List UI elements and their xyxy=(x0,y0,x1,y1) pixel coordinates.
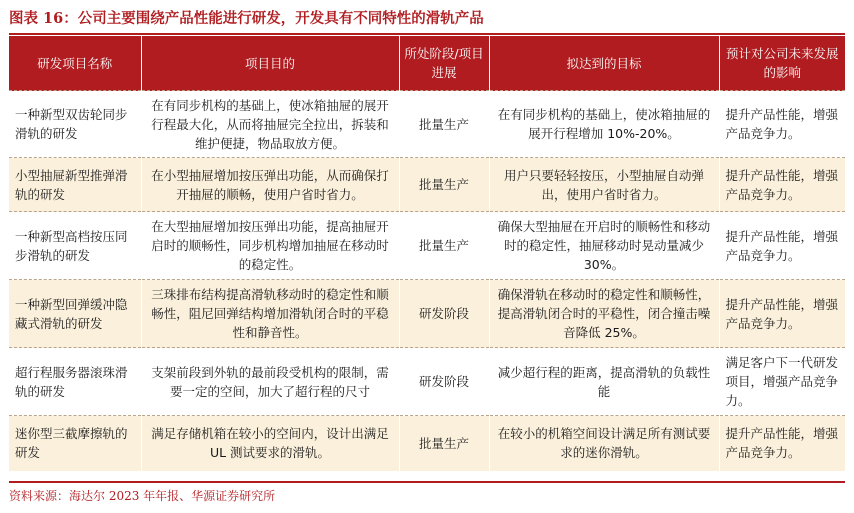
cell-impact: 提升产品性能，增强产品竞争力。 xyxy=(719,158,845,212)
table-row xyxy=(9,91,845,158)
cell-purpose: 满足存储机箱在较小的空间内，设计出满足 UL 测试要求的滑轨。 xyxy=(141,416,399,471)
cell-impact: 提升产品性能，增强产品竞争力。 xyxy=(719,91,845,158)
cell-stage: 批量生产 xyxy=(399,158,489,212)
cell-impact: 满足客户下一代研发项目，增强产品竞争力。 xyxy=(719,348,845,416)
table-row xyxy=(9,416,845,471)
cell-project-name: 小型抽屉新型推弹滑轨的研发 xyxy=(9,158,141,212)
cell-impact: 提升产品性能，增强产品竞争力。 xyxy=(719,416,845,471)
cell-project-name: 迷你型三截摩擦轨的研发 xyxy=(9,416,141,471)
cell-project-name: 一种新型高档按压同步滑轨的研发 xyxy=(9,212,141,280)
cell-impact: 提升产品性能，增强产品竞争力。 xyxy=(719,280,845,348)
header-impact: 预计对公司未来发展的影响 xyxy=(719,36,845,91)
header-stage: 所处阶段/项目进展 xyxy=(399,36,489,91)
bottom-rule xyxy=(9,481,845,483)
cell-project-name: 一种新型回弹缓冲隐藏式滑轨的研发 xyxy=(9,280,141,348)
cell-project-name: 一种新型双齿轮同步滑轨的研发 xyxy=(9,91,141,158)
cell-purpose: 支架前段到外轨的最前段受机构的限制，需要一定的空间，加大了超行程的尺寸 xyxy=(141,348,399,416)
table-row xyxy=(9,212,845,280)
cell-stage: 批量生产 xyxy=(399,91,489,158)
cell-target: 减少超行程的距离，提高滑轨的负载性能 xyxy=(489,348,719,416)
header-purpose: 项目目的 xyxy=(141,36,399,91)
cell-target: 确保大型抽屉在开启时的顺畅性和移动时的稳定性，抽屉移动时晃动量减少 30%。 xyxy=(489,212,719,280)
cell-project-name: 超行程服务器滚珠滑轨的研发 xyxy=(9,348,141,416)
cell-impact: 提升产品性能，增强产品竞争力。 xyxy=(719,212,845,280)
figure-title: 图表 16：公司主要围绕产品性能进行研发，开发具有不同特性的滑轨产品 xyxy=(9,10,484,27)
cell-target: 在有同步机构的基础上，使冰箱抽屉的展开行程增加 10%-20%。 xyxy=(489,91,719,158)
source-note: 资料来源：海达尔 2023 年年报、华源证券研究所 xyxy=(9,489,276,503)
cell-target: 确保滑轨在移动时的稳定性和顺畅性，提高滑轨闭合时的平稳性，闭合撞击噪音降低 25%。 xyxy=(489,280,719,348)
table-header-row xyxy=(9,36,845,91)
cell-target: 用户只要轻轻按压，小型抽屉自动弹出，使用户省时省力。 xyxy=(489,158,719,212)
cell-purpose: 在小型抽屉增加按压弹出功能，从而确保打开抽屉的顺畅，使用户省时省力。 xyxy=(141,158,399,212)
cell-purpose: 在有同步机构的基础上，使冰箱抽屉的展开行程最大化，从而将抽屉完全拉出，拆装和维护便捷，物品取放方便。 xyxy=(141,91,399,158)
cell-stage: 研发阶段 xyxy=(399,280,489,348)
table-row xyxy=(9,158,845,212)
cell-purpose: 在大型抽屉增加按压弹出功能，提高抽屉开启时的顺畅性，同步机构增加抽屉在移动时的稳定性。 xyxy=(141,212,399,280)
cell-stage: 批量生产 xyxy=(399,212,489,280)
cell-stage: 研发阶段 xyxy=(399,348,489,416)
header-target: 拟达到的目标 xyxy=(489,36,719,91)
cell-purpose: 三珠排布结构提高滑轨移动时的稳定性和顺畅性，阻尼回弹结构增加滑轨闭合时的平稳性和静音性。 xyxy=(141,280,399,348)
table-row xyxy=(9,348,845,416)
rd-projects-table xyxy=(9,36,845,471)
table-row xyxy=(9,280,845,348)
cell-stage: 批量生产 xyxy=(399,416,489,471)
title-rule xyxy=(9,33,845,35)
cell-target: 在较小的机箱空间设计满足所有测试要求的迷你滑轨。 xyxy=(489,416,719,471)
header-project-name: 研发项目名称 xyxy=(9,36,141,91)
